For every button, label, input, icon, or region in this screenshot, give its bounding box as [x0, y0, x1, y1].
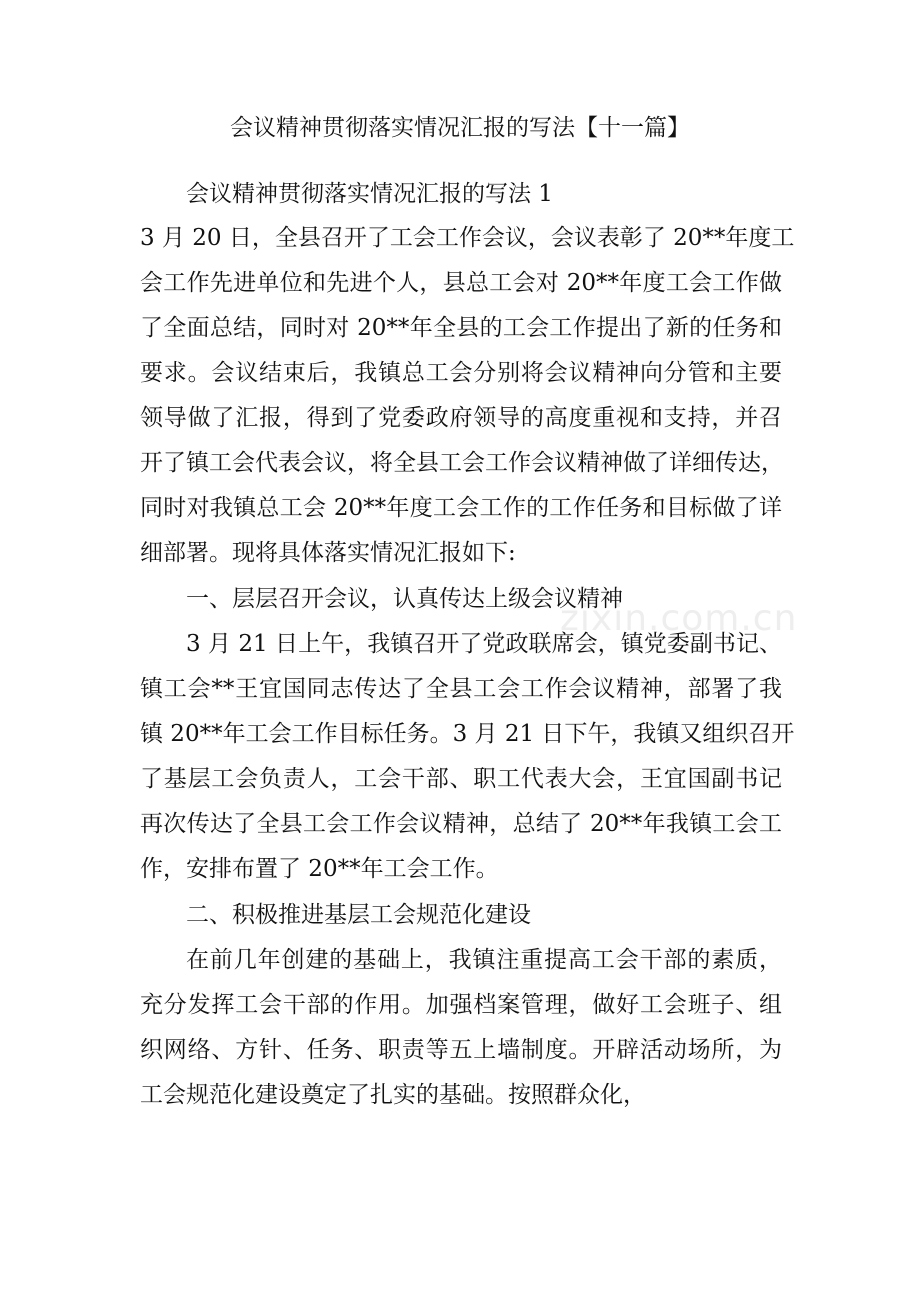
paragraph-line: 会工作先进单位和先进个人，县总工会对 20**年度工会工作做 [140, 270, 782, 296]
paragraph-line: 同时对我镇总工会 20**年度工会工作的工作任务和目标做了详 [140, 495, 782, 521]
paragraph-line: 了全面总结，同时对 20**年全县的工会工作提出了新的任务和 [140, 315, 782, 341]
paragraph-line: 了基层工会负责人，工会干部、职工代表大会，王宜国副书记 [140, 766, 782, 792]
paragraph-line: 作，安排布置了 20**年工会工作。 [140, 856, 499, 882]
section-heading-1: 会议精神贯彻落实情况汇报的写法 1 [186, 181, 553, 207]
paragraph-line: 再次传达了全县工会工作会议精神，总结了 20**年我镇工会工 [140, 811, 782, 837]
paragraph-line: 工会规范化建设奠定了扎实的基础。按照群众化， [140, 1082, 646, 1108]
paragraph-line: 3 月 21 日上午，我镇召开了党政联席会，镇党委副书记、 [186, 631, 782, 657]
paragraph-line: 织网络、方针、任务、职责等五上墙制度。开辟活动场所，为 [140, 1037, 782, 1063]
paragraph-line: 领导做了汇报，得到了党委政府领导的高度重视和支持，并召 [140, 405, 782, 431]
subheading-one: 一、层层召开会议，认真传达上级会议精神 [186, 586, 623, 612]
paragraph-line: 要求。会议结束后，我镇总工会分别将会议精神向分管和主要 [140, 360, 782, 386]
paragraph-line: 3 月 20 日，全县召开了工会工作会议，会议表彰了 20**年度工 [140, 225, 795, 251]
paragraph-line: 镇工会**王宜国同志传达了全县工会工作会议精神，部署了我 [140, 676, 782, 702]
paragraph-line: 镇 20**年工会工作目标任务。3 月 21 日下午，我镇又组织召开 [140, 721, 795, 747]
paragraph-line: 开了镇工会代表会议，将全县工会工作会议精神做了详细传达， [140, 450, 784, 476]
paragraph-line: 充分发挥工会干部的作用。加强档案管理，做好工会班子、组 [140, 992, 782, 1018]
paragraph-line: 细部署。现将具体落实情况汇报如下: [140, 540, 516, 566]
paragraph-line: 在前几年创建的基础上，我镇注重提高工会干部的素质， [186, 947, 782, 973]
subheading-two: 二、积极推进基层工会规范化建设 [186, 902, 531, 928]
document-title: 会议精神贯彻落实情况汇报的写法【十一篇】 [230, 115, 690, 141]
watermark: zixin.com.cn [560, 598, 798, 639]
